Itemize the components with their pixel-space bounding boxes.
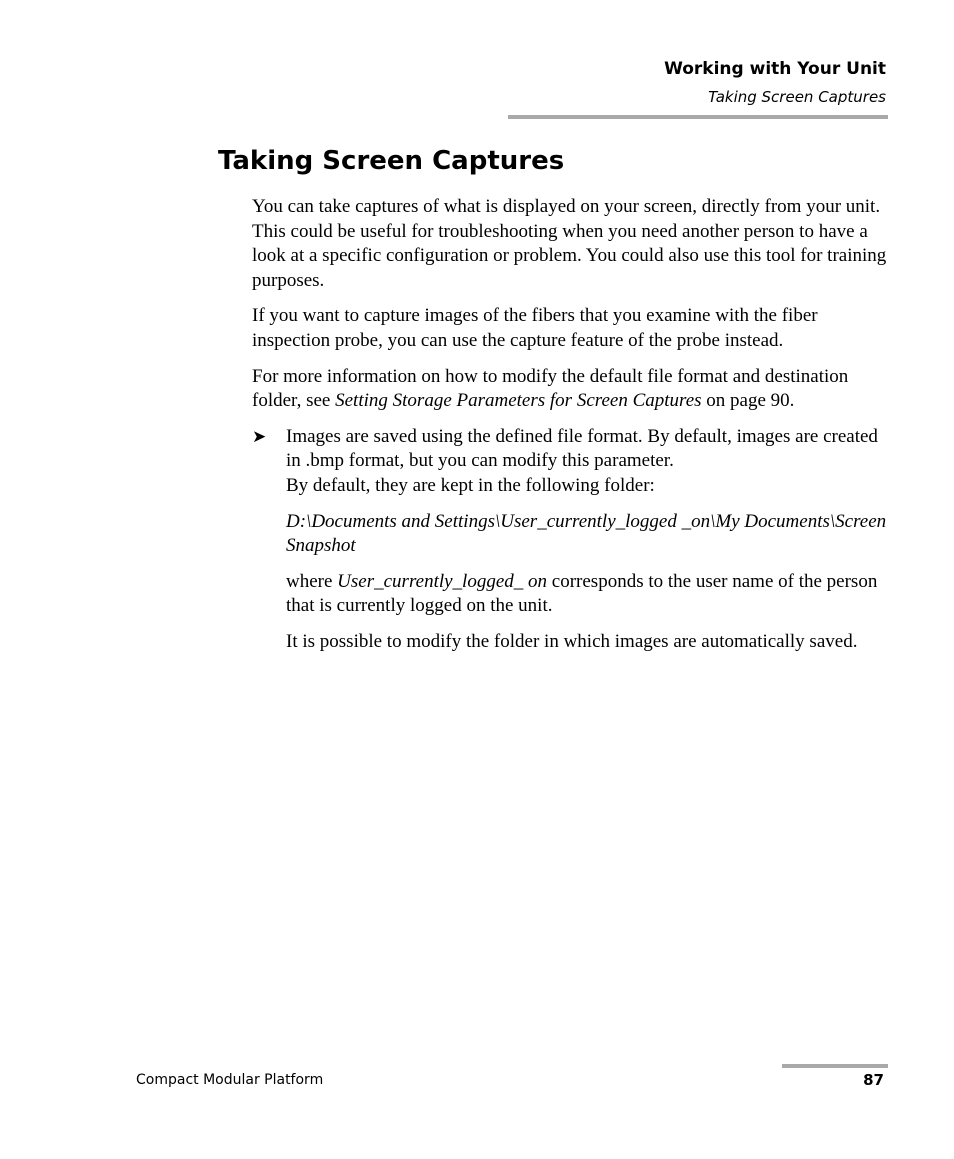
bullet-item: [252, 425, 892, 655]
where-explanation: [286, 570, 892, 619]
more-info-page-ref: on page 90.: [701, 390, 795, 412]
arrow-bullet-icon: ➤: [252, 426, 267, 447]
paragraph-probe: If you want to capture images of the fibers that you examine with the fiber inspection probe, you can use the capture feature of the probe instead.: [252, 305, 818, 351]
bullet-line-folder: By default, they are kept in the following folder:: [286, 474, 655, 496]
where-text: where: [286, 570, 338, 592]
footer-divider: [782, 1064, 888, 1068]
footer-product-name: Compact Modular Platform: [136, 1072, 324, 1088]
cross-reference-link[interactable]: Setting Storage Parameters for Screen Captures: [335, 390, 702, 412]
folder-path: D:\Documents and Settings\User_currently_logged _on\My Documents\Screen Snapshot: [286, 510, 887, 557]
folder-note: It is possible to modify the folder in which images are automatically saved.: [286, 630, 858, 652]
footer-page-number: 87: [863, 1071, 884, 1089]
where-term: User_currently_logged_ on: [337, 570, 548, 592]
paragraph-intro: You can take captures of what is displayed on your screen, directly from your unit. This could be useful for troubleshooting when you need another person to have a look at a specific configuration or problem. You could also use this tool for training purposes.: [252, 196, 887, 291]
running-header-chapter: Working with Your Unit: [664, 59, 886, 79]
bullet-line-format: Images are saved using the defined file format. By default, images are created in .bmp format, but you can modify this parameter.: [286, 425, 878, 472]
paragraph-more-info: [252, 365, 892, 414]
bullet-text: [286, 425, 892, 499]
main-content: [252, 195, 892, 666]
page-title: Taking Screen Captures: [218, 146, 565, 176]
header-divider: [508, 115, 888, 119]
where-rest: corresponds to the user name of the person that is currently logged on the unit.: [286, 570, 878, 617]
running-header-section: Taking Screen Captures: [708, 88, 886, 106]
more-info-text: For more information on how to modify the default file format and destination folder, see: [252, 365, 849, 412]
